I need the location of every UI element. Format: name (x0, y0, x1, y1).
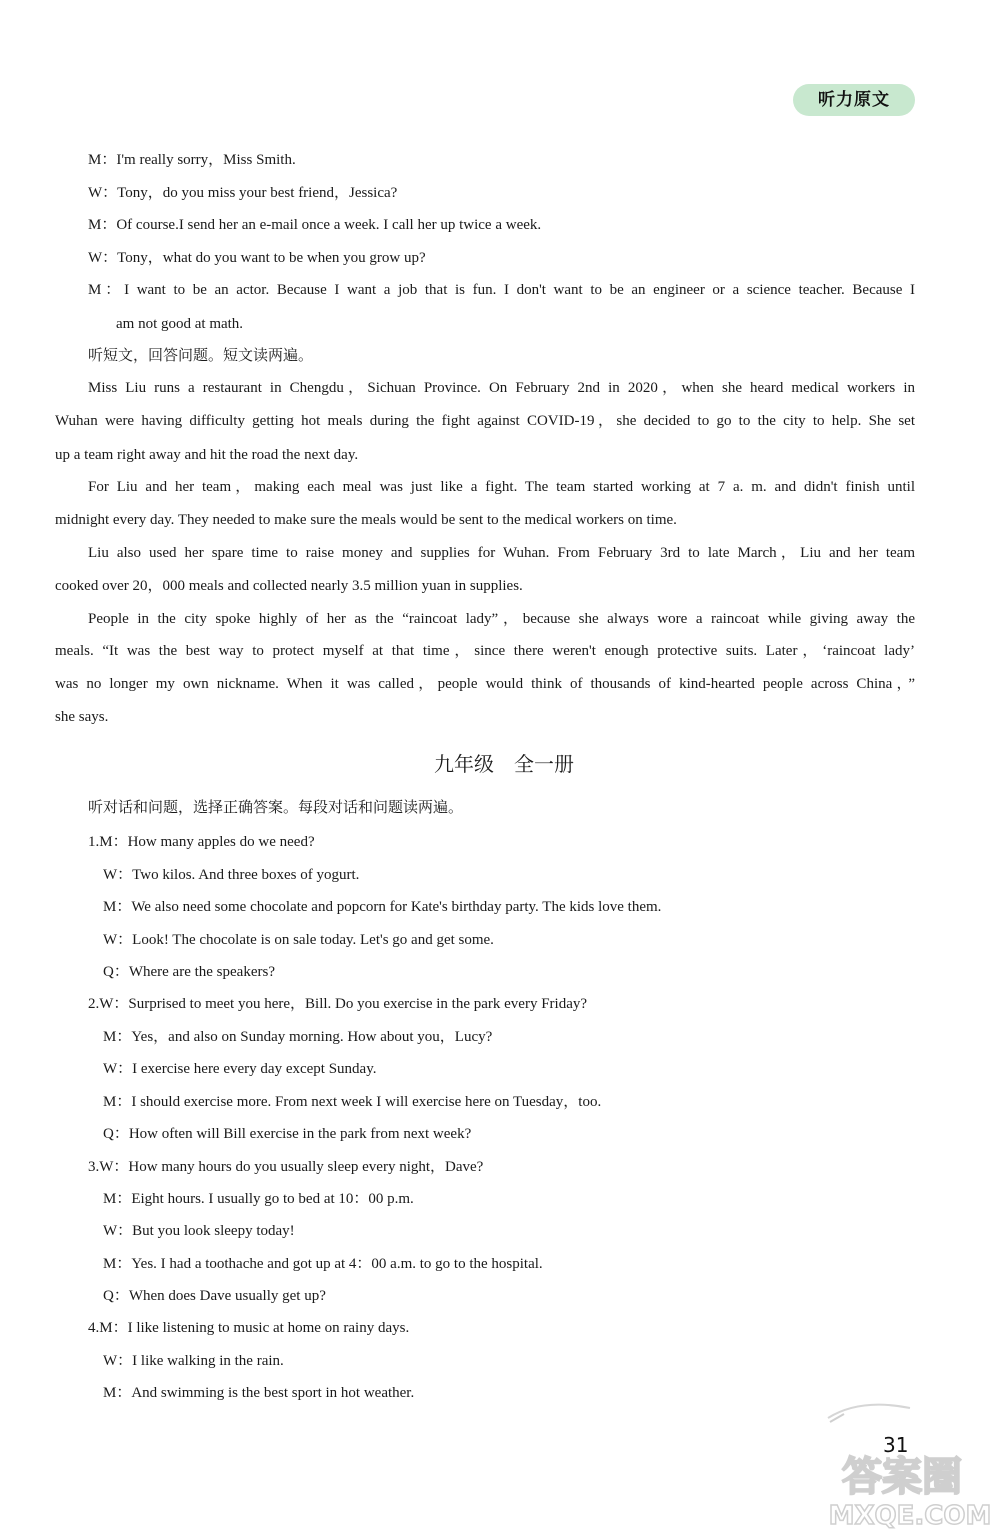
dialogue-line: M：Eight hours. I usually go to bed at 10：00 p.m. (103, 1191, 414, 1207)
dialogue-line: 1.M：How many apples do we need? (88, 834, 315, 850)
question-line: Q：When does Dave usually get up? (103, 1288, 326, 1304)
instruction-line: 听对话和问题，选择正确答案。每段对话和问题读两遍。 (88, 800, 464, 816)
passage-line: Liu also used her spare time to raise money and supplies for Wuhan. From February 3rd to late March，Liu and her team (88, 545, 915, 561)
passage-line: cooked over 20，000 meals and collected nearly 3.5 million yuan in supplies. (55, 578, 523, 594)
dialogue-line: W：I exercise here every day except Sunday. (103, 1061, 377, 1077)
dialogue-line: W：Tony，do you miss your best friend，Jessica? (88, 185, 398, 201)
question-line: Q：How often will Bill exercise in the park from next week? (103, 1126, 472, 1142)
question-line: Q：Where are the speakers? (103, 964, 275, 980)
svg-text:MXQE.COM: MXQE.COM (828, 1501, 992, 1530)
dialogue-line: M：I'm really sorry，Miss Smith. (88, 152, 296, 168)
svg-text:答案圈: 答案圈 (842, 1454, 962, 1500)
dialogue-line: M：Of course.I send her an e-mail once a week. I call her up twice a week. (88, 217, 542, 233)
dialogue-line: M：Yes，and also on Sunday morning. How about you，Lucy? (103, 1029, 493, 1045)
dialogue-line: 3.W：How many hours do you usually sleep every night，Dave? (88, 1159, 484, 1175)
dialogue-line: M：I want to be an actor. Because I want a job that is fun. I don't want to be an engineer or a science teacher. Because I (88, 282, 915, 298)
dialogue-line: W：But you look sleepy today! (103, 1223, 295, 1239)
passage-line: up a team right away and hit the road the next day. (55, 447, 359, 463)
passage-line: Miss Liu runs a restaurant in Chengdu，Sichuan Province. On February 2nd in 2020，when she heard medical workers in (88, 380, 915, 396)
section-title: 九年级 全一册 (434, 754, 574, 776)
passage-line: was no longer my own nickname. When it was called，people would think of thousands of kind-hearted people across China，” (55, 676, 915, 692)
dialogue-line: W：Two kilos. And three boxes of yogurt. (103, 867, 360, 883)
dialogue-line: M：And swimming is the best sport in hot weather. (103, 1385, 415, 1401)
dialogue-line: W：I like walking in the rain. (103, 1353, 284, 1369)
passage-line: meals. “It was the best way to protect myself at that time，since there weren't enough protective suits. Later，‘raincoat lady’ (55, 643, 915, 659)
dialogue-line: W：Look! The chocolate is on sale today. Let's go and get some. (103, 932, 494, 948)
passage-line: Wuhan were having difficulty getting hot meals during the fight against COVID-19，she decided to go to the city to help. She set (55, 413, 915, 429)
dialogue-line: 2.W：Surprised to meet you here，Bill. Do you exercise in the park every Friday? (88, 996, 588, 1012)
dialogue-line: M：We also need some chocolate and popcorn for Kate's birthday party. The kids love them. (103, 899, 662, 915)
passage-line: she says. (55, 709, 109, 725)
passage-line: For Liu and her team，making each meal was just like a fight. The team started working at 7 a. m. and didn't finish until (88, 479, 915, 495)
instruction-line: 听短文，回答问题。短文读两遍。 (88, 348, 314, 364)
section-tab-listening-script: 听力原文 (793, 84, 915, 116)
passage-line: People in the city spoke highly of her as the “raincoat lady”，because she always wore a raincoat while giving away the (88, 611, 915, 627)
watermark-logo (800, 1390, 1000, 1530)
dialogue-line: W：Tony，what do you want to be when you grow up? (88, 250, 426, 266)
dialogue-line: 4.M：I like listening to music at home on rainy days. (88, 1320, 410, 1336)
dialogue-line: M：I should exercise more. From next week I will exercise here on Tuesday，too. (103, 1094, 602, 1110)
dialogue-line: M：Yes. I had a toothache and got up at 4：00 a.m. to go to the hospital. (103, 1256, 543, 1272)
page-number: 31 (883, 1433, 909, 1457)
dialogue-line: am not good at math. (116, 316, 244, 332)
passage-line: midnight every day. They needed to make sure the meals would be sent to the medical workers on time. (55, 512, 677, 528)
